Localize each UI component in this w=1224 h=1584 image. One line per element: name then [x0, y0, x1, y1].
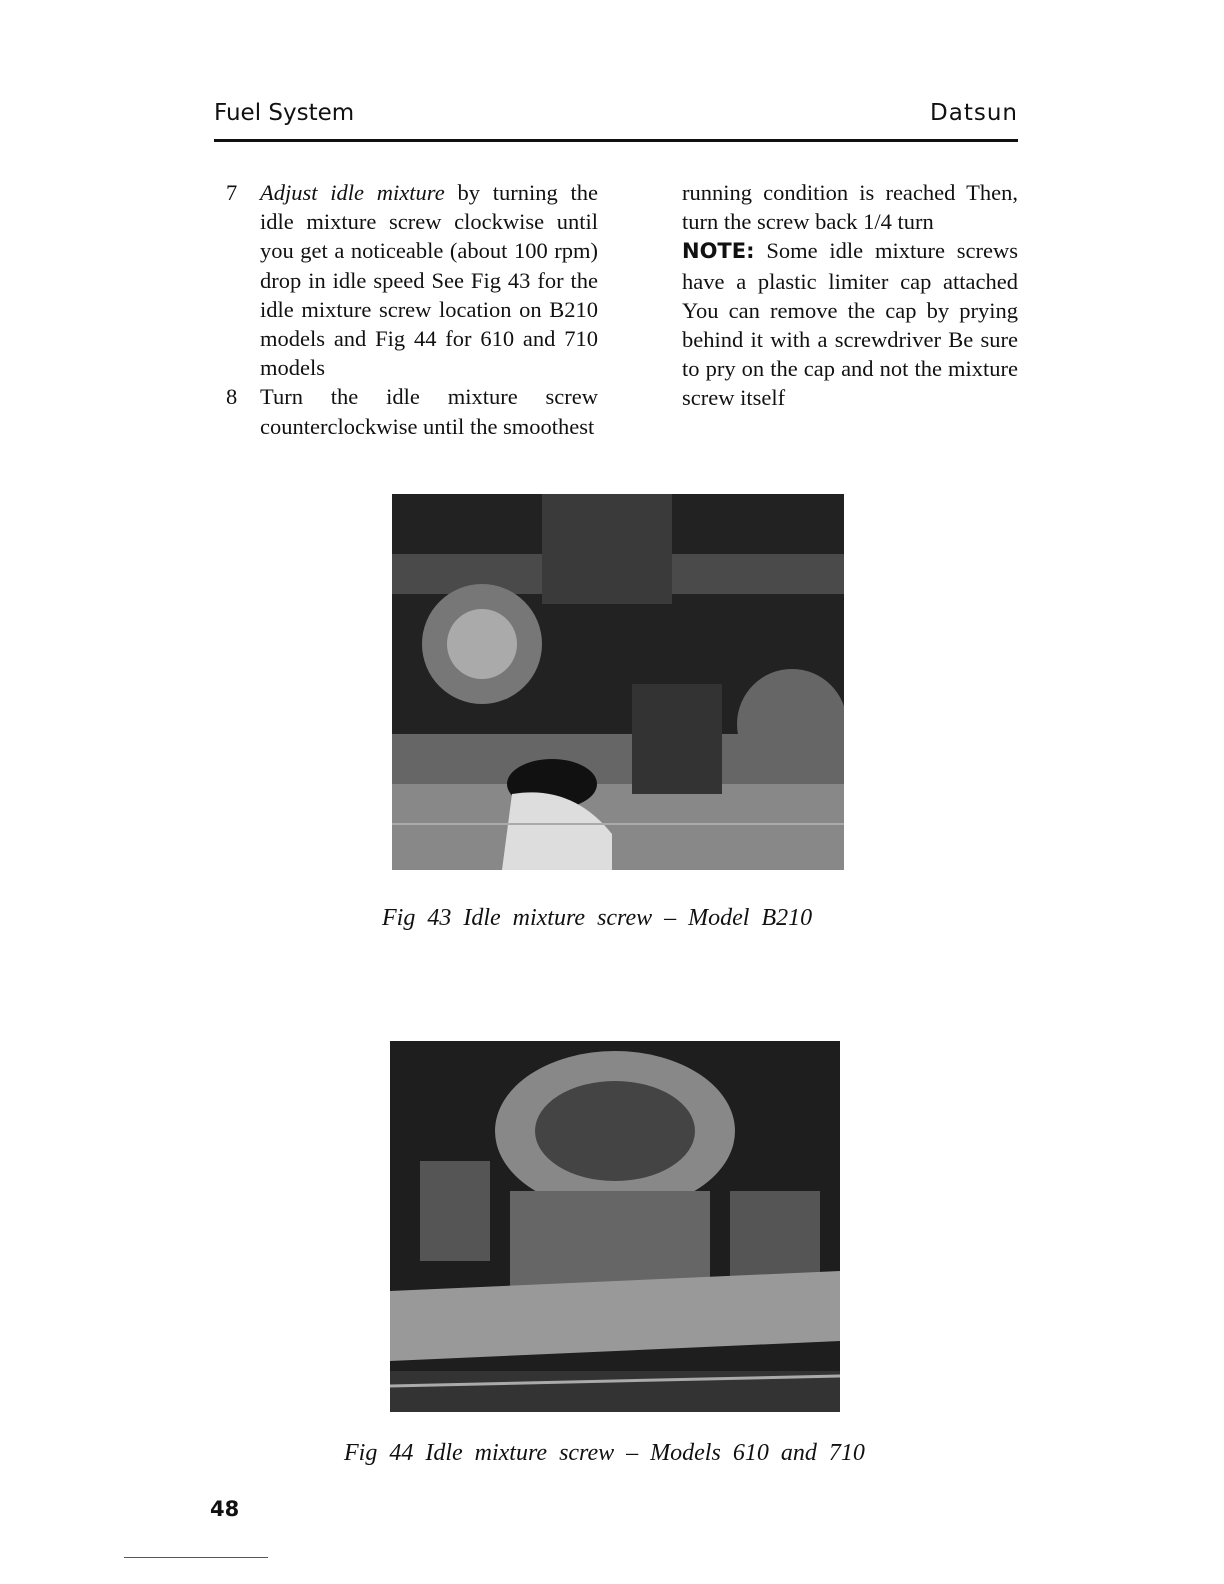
figure-43-photo	[392, 494, 844, 870]
figure-43-caption: Fig 43 Idle mixture screw – Model B210	[382, 905, 813, 931]
figure-44-caption: Fig 44 Idle mixture screw – Models 610 and 710	[344, 1440, 865, 1466]
note-label: NOTE:	[682, 239, 755, 264]
left-column	[226, 178, 598, 441]
running-header-vehicle: Datsun	[930, 100, 1018, 126]
step-text: by turning the idle mixture screw clockwise until you get a noticeable (about 100 rpm) drop in idle speed See Fig 43 for the idle mixture screw location on B210 models and Fig 44 for 610 and 710 models	[260, 180, 598, 381]
step-8	[226, 382, 598, 440]
step-continuation: running condition is reached Then, turn the screw back 1/4 turn	[682, 180, 1018, 235]
page-number: 48	[210, 1497, 240, 1521]
step-text: Turn the idle mixture screw counterclockwise until the smoothest	[260, 384, 598, 439]
carburetor-photo-illustration	[390, 1041, 840, 1412]
running-header-section: Fuel System	[214, 100, 355, 126]
step-7	[226, 178, 598, 382]
header-rule	[214, 139, 1018, 142]
step-number: 8	[226, 384, 238, 410]
footer-rule	[124, 1557, 268, 1558]
step-number: 7	[226, 180, 238, 205]
note-text: Some idle mixture screws have a plastic limiter cap attached You can remove the cap by prying behind it with a screwdriver Be sure to pry on the cap and not the mixture screw itself	[682, 238, 1018, 411]
note	[682, 236, 1018, 412]
step-emphasis: Adjust idle mixture	[260, 180, 445, 205]
figure-44-photo	[390, 1041, 840, 1412]
right-column	[682, 178, 1018, 413]
engine-photo-illustration	[392, 494, 844, 870]
